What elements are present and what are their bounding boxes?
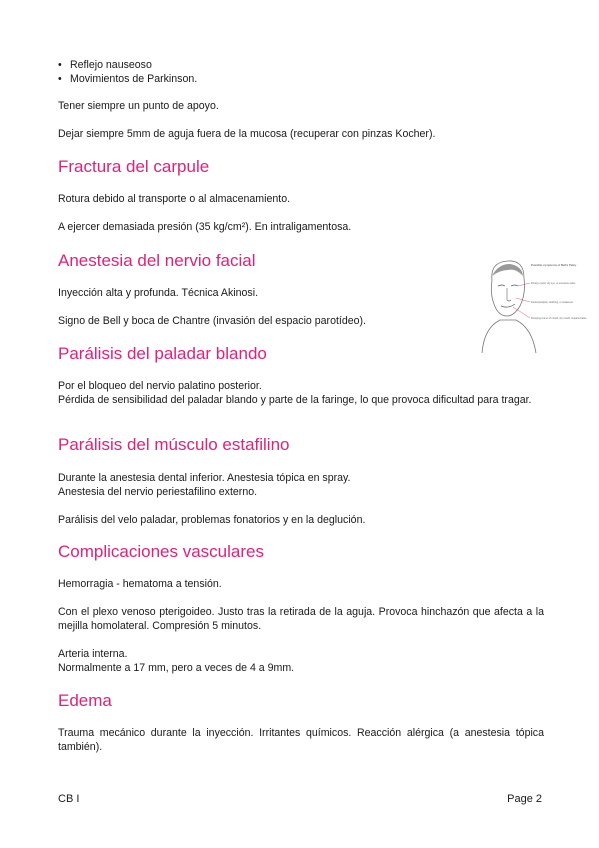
- footer-title: CB I: [58, 793, 80, 805]
- paragraph: Anestesia del nervio periestafilino externo.: [58, 486, 258, 498]
- figure-title: Possible symptoms of Bell's Palsy: [531, 263, 577, 267]
- list-item: • Movimientos de Parkinson.: [58, 72, 197, 86]
- section-heading: Fractura del carpule: [58, 157, 210, 176]
- section-heading: Parálisis del músculo estafilino: [58, 435, 290, 454]
- paragraph: Signo de Bell y boca de Chantre (invasión del espacio parotídeo).: [58, 315, 366, 327]
- section-heading: Anestesia del nervio facial: [58, 251, 256, 270]
- paragraph: Rotura debido al transporte o al almacenamiento.: [58, 193, 291, 205]
- figure-label: Drooping corner of mouth, dry mouth, impaired taste: [531, 317, 587, 320]
- bells-palsy-illustration: [478, 258, 587, 353]
- paragraph: Trauma mecánico durante la inyección. Irritantes químicos. Reacción alérgica (a anestesia tópica también).: [58, 727, 544, 753]
- paragraph: Con el plexo venoso pterigoideo. Justo tras la retirada de la aguja. Provoca hinchazón que afecta a la mejilla homolateral. Compresión 5 minutos.: [58, 606, 544, 632]
- paragraph: Durante la anestesia dental inferior. Anestesia tópica en spray.: [58, 472, 351, 484]
- paragraph: Pérdida de sensibilidad del paladar blando y parte de la faringe, lo que provoca dificultad para tragar.: [58, 394, 532, 406]
- figure-label: Droopy eyelid, dry eye, or excessive tears: [531, 282, 576, 285]
- bullet-list: [58, 58, 197, 86]
- paragraph: Inyección alta y profunda. Técnica Akinosi.: [58, 287, 259, 299]
- paragraph: Normalmente a 17 mm, pero a veces de 4 a 9mm.: [58, 662, 295, 674]
- list-item: • Reflejo nauseoso: [58, 58, 197, 72]
- paragraph: Hemorragia - hematoma a tensión.: [58, 578, 222, 590]
- section-heading: Edema: [58, 691, 112, 710]
- section-heading: Parálisis del paladar blando: [58, 344, 267, 363]
- figure-label: Facial paralysis, twitching, or weakness: [531, 301, 573, 304]
- paragraph: Parálisis del velo paladar, problemas fonatorios y en la deglución.: [58, 514, 366, 526]
- section-heading: Complicaciones vasculares: [58, 542, 264, 561]
- page-number: Page 2: [507, 793, 542, 805]
- paragraph: Por el bloqueo del nervio palatino posterior.: [58, 380, 262, 392]
- paragraph: A ejercer demasiada presión (35 kg/cm²). En intraligamentosa.: [58, 221, 352, 233]
- paragraph: Arteria interna.: [58, 648, 128, 660]
- paragraph: Tener siempre un punto de apoyo.: [58, 100, 219, 112]
- paragraph: Dejar siempre 5mm de aguja fuera de la mucosa (recuperar con pinzas Kocher).: [58, 128, 436, 140]
